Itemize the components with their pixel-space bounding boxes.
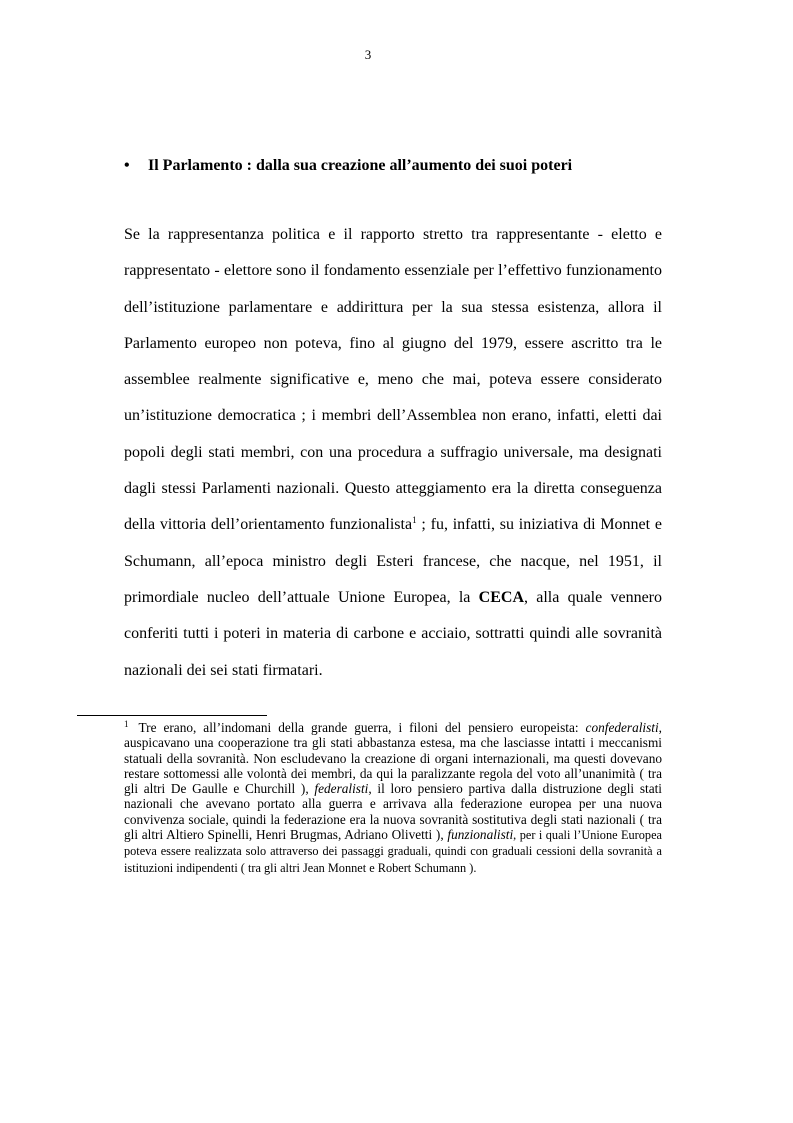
footnote-text-2: , auspicavano una cooperazione tra gli stati abbastanza estesa, ma che lasciasse intatti i meccanismi statuali della sovranità. Non escludevano la creazione di organi internazionali, ma questi dovevano restare sottomessi alle volontà dei membri, da qui la paralizzante regola del voto all’unanimità ( tra gli altri De Gaulle e Churchill ), xyxy=(124,720,662,797)
footnote-reference[interactable]: 1 xyxy=(412,515,417,526)
footnote-separator xyxy=(77,715,267,716)
footnote-text-1: Tre erano, all’indomani della grande guerra, i filoni del pensiero europeista: xyxy=(138,720,586,735)
body-text-part-1: Se la rappresentanza politica e il rapporto stretto tra rappresentante - eletto e rappresentato - elettore sono il fondamento essenziale per l’effettivo funzionamento dell’istituzione parlamentare e addirittura per la sua stessa esistenza, allora il Parlamento europeo non poteva, fino al giugno del 1979, essere ascritto tra le assemblee realmente significative e, meno che mai, poteva essere considerato un’istituzione democratica ; i membri dell’Assemblea non erano, infatti, eletti dai popoli degli stati membri, con una procedura a suffragio universale, ma designati dagli stessi Parlamenti nazionali. Questo atteggiamento era la diretta conseguenza della vittoria dell’orientamento funzionalista xyxy=(124,226,662,534)
page-number: 3 xyxy=(364,47,372,62)
term-confederalisti: confederalisti xyxy=(585,720,659,735)
ceca-term: CECA xyxy=(478,588,524,606)
heading-text: Il Parlamento : dalla sua creazione all’aumento dei suoi poteri xyxy=(148,157,573,174)
footnote xyxy=(124,720,662,876)
footnote-text-4: , per i quali l’Unione Europea poteva essere realizzata solo attraverso dei passaggi graduali, quindi con graduali cessioni della sovranità a istituzioni indipendenti ( tra gli altri Jean Monnet e Robert Schumann ). xyxy=(124,828,662,875)
footnote-number: 1 xyxy=(124,719,129,729)
term-federalisti: federalisti xyxy=(314,781,369,797)
section-heading xyxy=(124,157,664,175)
body-text-part-2: ; fu, infatti, su iniziativa di Monnet e Schumann, all’epoca ministro degli Esteri francese, che nacque, nel 1951, il primordiale nucleo dell’attuale Unione Europea, la xyxy=(124,516,663,606)
body-text-part-3: , alla quale vennero conferiti tutti i poteri in materia di carbone e acciaio, sottratti quindi alle sovranità nazionali dei sei stati firmatari. xyxy=(124,588,662,679)
footnote-text-3: , il loro pensiero partiva dalla distruzione degli stati nazionali che avevano portato alla guerra e arrivava alla federazione europea per una nuova convivenza sociale, quindi la federazione era la nuova sovranità sostitutiva degli stati nazionali ( tra gli altri Altiero Spinelli, Henri Brugmas, Adriano Olivetti ), xyxy=(124,781,662,843)
term-funzionalisti: funzionalisti xyxy=(447,827,514,843)
body-paragraph xyxy=(124,217,662,689)
bullet-icon: • xyxy=(124,157,130,174)
